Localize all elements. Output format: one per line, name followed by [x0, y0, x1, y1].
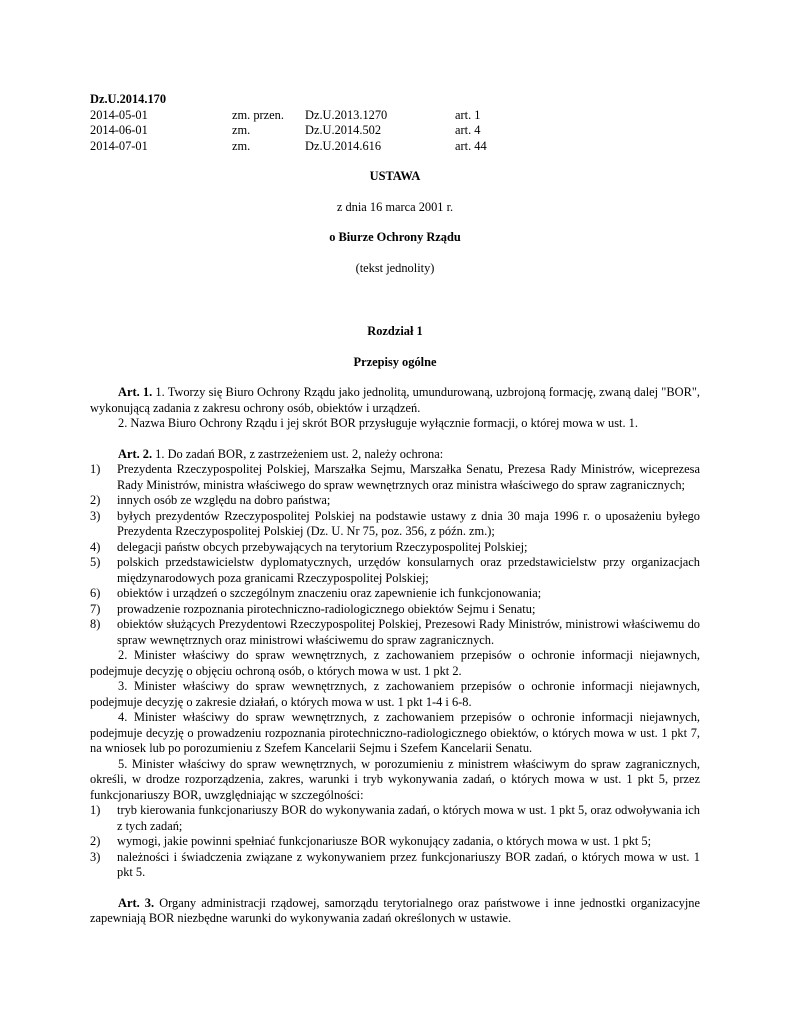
- amendment-ref: Dz.U.2014.616: [305, 138, 382, 153]
- list-number: 3): [90, 508, 101, 523]
- list-text: byłych prezydentów Rzeczypospolitej Polskiej na podstawie ustawy z dnia 30 maja 1996 r. o uposażeniu byłego Prezydenta Rzeczypospolitej Polskiej (Dz. U. Nr 75, poz. 356, z późn. zm.);: [117, 508, 700, 538]
- list-item: [90, 540, 700, 556]
- amendments-table: [90, 108, 575, 155]
- document-page: [90, 92, 700, 927]
- list-number: 3): [90, 849, 101, 864]
- list-number: 2): [90, 834, 101, 848]
- art2-paragraph-1: [90, 447, 700, 463]
- chapter-label: Rozdział 1: [367, 324, 423, 338]
- list-item: [90, 602, 700, 618]
- list-text: Prezydenta Rzeczypospolitej Polskiej, Marszałka Sejmu, Marszałka Senatu, Prezesa Rady Ministrów, wiceprezesa Rady Ministrów, ministra właściwego do spraw wewnętrznych oraz ministra właściwego do spraw zagranicznych;: [117, 462, 700, 492]
- amendment-art: art. 4: [455, 123, 481, 137]
- list-text: należności i świadczenia związane z wykonywaniem przez funkcjonariuszy BOR zadań, o których mowa w ust. 1 pkt 5.: [117, 849, 700, 879]
- amendment-row: [90, 108, 575, 124]
- list-item: [90, 555, 700, 586]
- art2-label: Art. 2.: [118, 446, 153, 461]
- list-number: 1): [90, 803, 101, 817]
- list-number: 1): [90, 462, 101, 476]
- amendment-art: art. 44: [455, 138, 487, 153]
- document-note: (tekst jednolity): [355, 260, 435, 275]
- amendment-type: zm.: [232, 138, 251, 153]
- list-item: [90, 509, 700, 540]
- list-item: [90, 834, 700, 850]
- amendment-type: zm.: [232, 123, 251, 137]
- amendment-ref: Dz.U.2014.502: [305, 123, 382, 137]
- document-kind: USTAWA: [369, 169, 421, 183]
- list-item: [90, 850, 700, 881]
- art2-intro-text: 1. Do zadań BOR, z zastrzeżeniem ust. 2, należy ochrona:: [155, 446, 444, 461]
- list-text: polskich przedstawicielstw dyplomatycznych, urzędów konsularnych oraz przedstawicielstw przy organizacjach międzynarodowych poza granicami Rzeczypospolitej Polskiej;: [117, 555, 700, 585]
- art2-paragraph-3: 3. Minister właściwy do spraw wewnętrznych, z zachowaniem przepisów o ochronie informacji niejawnych, podejmuje decyzję o zakresie działań, o których mowa w ust. 1 pkt 1-4 i 6-8.: [90, 679, 700, 709]
- list-number: 8): [90, 617, 101, 631]
- list-item: [90, 586, 700, 602]
- list-number: 6): [90, 586, 101, 600]
- document-subject: o Biurze Ochrony Rządu: [329, 230, 461, 244]
- list-item: [90, 462, 700, 493]
- art3-label: Art. 3.: [118, 895, 155, 910]
- amendment-ref: Dz.U.2013.1270: [305, 107, 388, 122]
- list-text: innych osób ze względu na dobro państwa;: [117, 493, 331, 507]
- list-number: 7): [90, 601, 101, 616]
- list-text: delegacji państw obcych przebywających na terytorium Rzeczypospolitej Polskiej;: [117, 539, 528, 554]
- amendment-row: [90, 139, 575, 155]
- list-text: prowadzenie rozpoznania pirotechniczno-radiologicznego obiektów Sejmu i Senatu;: [117, 601, 536, 616]
- list-number: 2): [90, 493, 101, 507]
- amendment-date: 2014-06-01: [90, 123, 148, 137]
- list-item: [90, 803, 700, 834]
- art3-paragraph: [90, 896, 700, 927]
- art1-paragraph-1: [90, 385, 700, 416]
- list-number: 5): [90, 555, 101, 569]
- amendment-art: art. 1: [455, 107, 481, 122]
- amendment-date: 2014-05-01: [90, 107, 148, 122]
- amendment-row: [90, 123, 575, 139]
- amendment-date: 2014-07-01: [90, 138, 148, 153]
- list-text: wymogi, jakie powinni spełniać funkcjonariusze BOR wykonujący zadania, o których mowa w ust. 1 pkt 5;: [117, 834, 652, 848]
- list-text: obiektów służących Prezydentowi Rzeczypospolitej Polskiej, Prezesowi Rady Ministrów, ministrowi właściwemu do spraw wewnętrznych oraz ministrowi właściwemu do spraw zagranicznych.: [117, 617, 700, 647]
- list-text: obiektów i urządzeń o szczególnym znaczeniu oraz zapewnienie ich funkcjonowania;: [117, 586, 542, 600]
- amendment-type: zm. przen.: [232, 107, 284, 122]
- list-text: tryb kierowania funkcjonariuszy BOR do wykonywania zadań, o których mowa w ust. 1 pkt 5, oraz odwoływania ich z tych zadań;: [117, 803, 700, 833]
- art2-paragraph-4: 4. Minister właściwy do spraw wewnętrznych, z zachowaniem przepisów o ochronie informacji niejawnych, podejmuje decyzję o prowadzeniu rozpoznania pirotechniczno-radiologicznego obiektów, o których mowa w ust. 1 pkt 7, na wniosek lub po porozumieniu z Szefem Kancelarii Sejmu i Szefem Kancelarii Senatu.: [90, 710, 700, 755]
- list-item: [90, 617, 700, 648]
- art1-p1-text: 1. Tworzy się Biuro Ochrony Rządu jako jednolitą, umundurowaną, uzbrojoną formację, zwaną dalej "BOR", wykonującą zadania z zakresu ochrony osób, obiektów i urządzeń.: [90, 385, 700, 415]
- art3-text: Organy administracji rządowej, samorządu terytorialnego oraz państwowe i inne jednostki organizacyjne zapewniają BOR niezbędne warunki do wykonywania zadań określonych w ustawie.: [90, 895, 701, 925]
- document-id: Dz.U.2014.170: [90, 92, 167, 106]
- document-date: z dnia 16 marca 2001 r.: [336, 199, 454, 214]
- art2-paragraph-2: 2. Minister właściwy do spraw wewnętrznych, z zachowaniem przepisów o ochronie informacji niejawnych, podejmuje decyzję o objęciu ochroną osób, o których mowa w ust. 1 pkt 2.: [90, 648, 700, 678]
- art1-label: Art. 1.: [118, 385, 153, 399]
- list-number: 4): [90, 539, 101, 554]
- art2-paragraph-5: 5. Minister właściwy do spraw wewnętrznych, w porozumieniu z ministrem właściwym do spraw zagranicznych, określi, w drodze rozporządzenia, zakres, warunki i tryb wykonywania zadań, o których mowa w ust. 1 pkt 5, przez funkcjonariuszy BOR, uwzględniając w szczególności:: [90, 756, 700, 802]
- art1-paragraph-2: 2. Nazwa Biuro Ochrony Rządu i jej skrót BOR przysługuje wyłącznie formacji, o której mowa w ust. 1.: [118, 416, 638, 430]
- chapter-name: Przepisy ogólne: [353, 354, 437, 369]
- list-item: [90, 493, 700, 509]
